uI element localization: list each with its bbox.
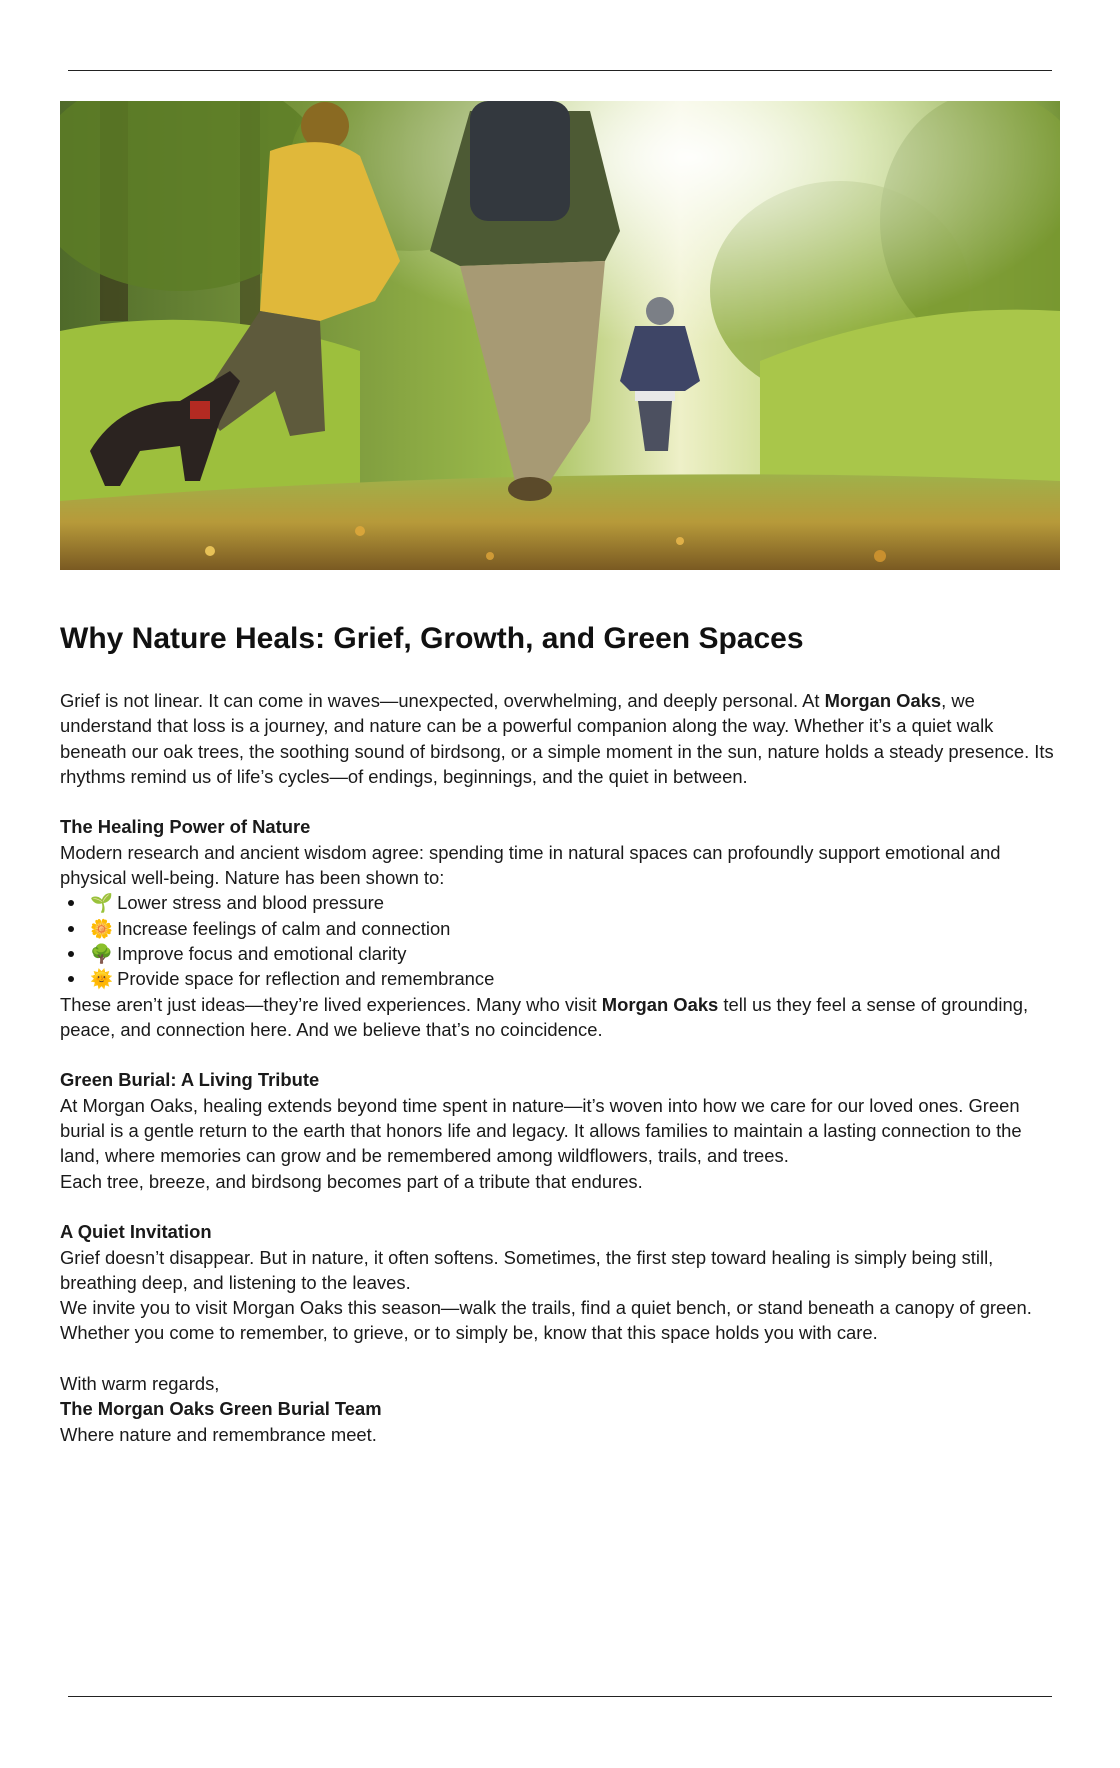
- green-burial-paragraph: At Morgan Oaks, healing extends beyond time spent in nature—it’s woven into how we care for our loved ones. Green burial is a gentle return to the earth that honors life and legacy. It allows families to maintain a lasting connection to the land, where memories can grow and be remembered among wildflowers, trails, and trees.: [60, 1094, 1022, 1167]
- bullet-icon: [68, 900, 74, 906]
- blossom-icon: 🌼: [90, 917, 113, 939]
- list-item: 🌳 Improve focus and emotional clarity: [60, 941, 1062, 966]
- invitation-visit: We invite you to visit Morgan Oaks this season—walk the trails, find a quiet bench, or stand beneath a canopy of green. Whether you come to remember, to grieve, or to simply be, know that this space holds you with care.: [60, 1297, 1032, 1344]
- section-healing-power: [60, 814, 1062, 1042]
- section-green-burial: [60, 1067, 1062, 1193]
- list-item: 🌱 Lower stress and blood pressure: [60, 890, 1062, 915]
- benefits-list: [60, 890, 1062, 991]
- top-divider: [68, 70, 1052, 71]
- healing-lead: Modern research and ancient wisdom agree: spending time in natural spaces can profoundly support emotional and physical well-being. Nature has been shown to:: [60, 841, 1001, 889]
- seedling-icon: 🌱: [90, 892, 113, 914]
- signoff-greeting: With warm regards,: [60, 1373, 220, 1395]
- section-heading: A Quiet Invitation: [60, 1221, 212, 1243]
- invitation-paragraph: Grief doesn’t disappear. But in nature, it often softens. Sometimes, the first step toward healing is simply being still, breathing deep, and listening to the leaves.: [60, 1246, 994, 1293]
- bullet-icon: [68, 926, 74, 932]
- brand-name: Morgan Oaks: [824, 690, 942, 711]
- bullet-icon: [68, 976, 74, 982]
- list-item: 🌞 Provide space for reflection and remembrance: [60, 966, 1062, 991]
- green-burial-tribute: Each tree, breeze, and birdsong becomes part of a tribute that endures.: [60, 1170, 643, 1192]
- bullet-icon: [68, 951, 74, 957]
- intro-paragraph: Grief is not linear. It can come in waves—unexpected, overwhelming, and deeply personal. At Morgan Oaks, we understand that loss is a journey, and nature can be a powerful companion along the way. Whether it’s a quiet walk beneath our oak trees, the soothing sound of birdsong, or a simple moment in the sun, nature holds a steady presence. Its rhythms remind us of life’s cycles—of endings, beginnings, and the quiet in between.: [60, 690, 1054, 787]
- bottom-divider: [68, 1696, 1052, 1697]
- section-heading: The Healing Power of Nature: [60, 816, 311, 838]
- list-item: 🌼 Increase feelings of calm and connection: [60, 916, 1062, 941]
- section-quiet-invitation: [60, 1219, 1062, 1345]
- article: [60, 618, 1062, 1447]
- signoff-tagline: Where nature and remembrance meet.: [60, 1423, 377, 1445]
- signoff-team: The Morgan Oaks Green Burial Team: [60, 1398, 382, 1420]
- section-heading: Green Burial: A Living Tribute: [60, 1069, 320, 1091]
- sun-icon: 🌞: [90, 968, 113, 990]
- signoff: [60, 1371, 1062, 1447]
- brand-name: Morgan Oaks: [601, 993, 719, 1015]
- hero-photo-family-walk: [60, 101, 1060, 570]
- article-title: Why Nature Heals: Grief, Growth, and Green Spaces: [60, 622, 804, 655]
- healing-closing: These aren’t just ideas—they’re lived experiences. Many who visit Morgan Oaks tell us they feel a sense of grounding, peace, and connection here. And we believe that’s no coincidence.: [60, 993, 1029, 1040]
- tree-icon: 🌳: [90, 942, 113, 964]
